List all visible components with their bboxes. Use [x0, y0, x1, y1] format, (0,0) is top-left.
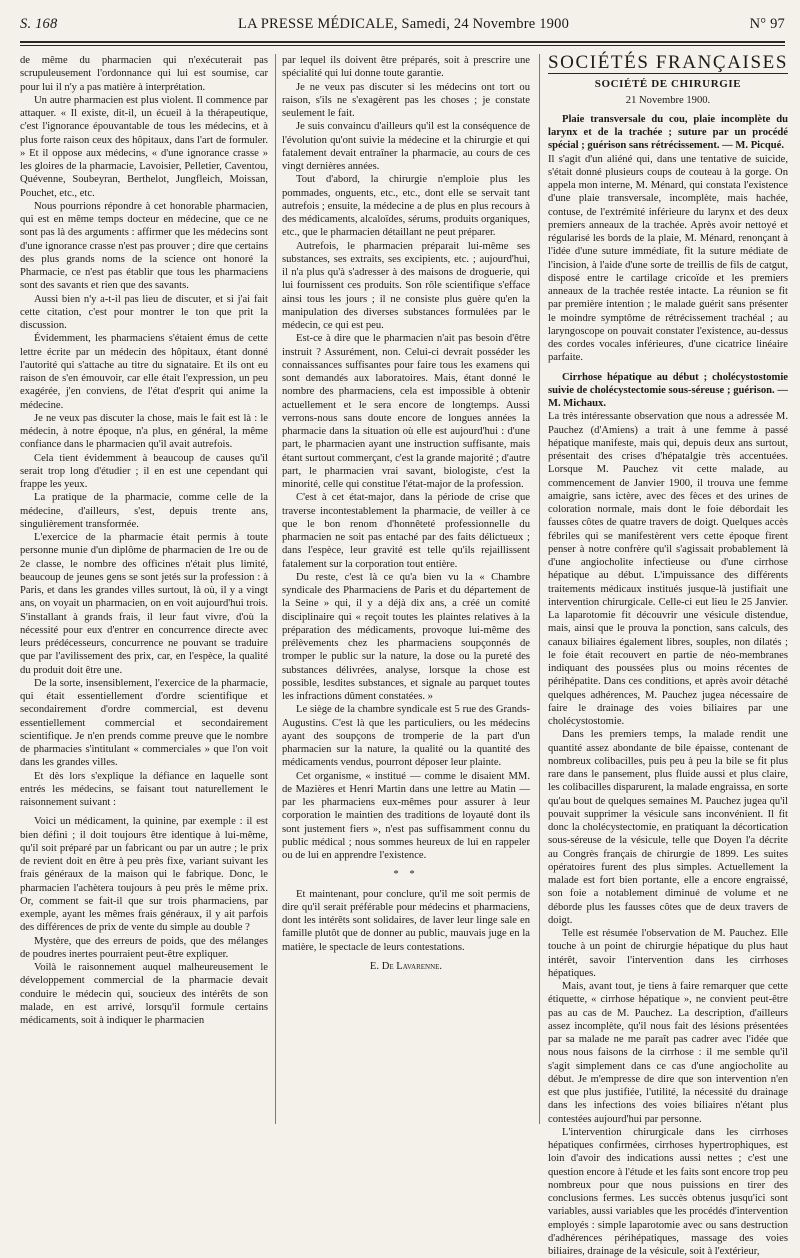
header-rule	[20, 41, 785, 43]
paragraph: Mais, avant tout, je tiens à faire remarquer que cette étiquette, « cirrhose hépatique », ne convient peut-être pas au cas de M. Pauchez. La description, d'ailleurs assez incomplète, qu'il nous fait des lésions présentées par sa malade ne me paraît pas cadrer avec l'idée que nous nous faisons de la cirrhose : il me semble qu'il s'agit simplement dans ce cas d'une angiocholite au début. Je m'empresse de dire que son intervention n'en est que plus justifiée, l'utilité, la nécessité du drainage dans les infections des voies biliaires n'étant plus contestées aujourd'hui par personne.	[548, 981, 788, 1125]
journal-title: LA PRESSE MÉDICALE, Samedi, 24 Novembre 1900	[238, 15, 570, 32]
issue-number: N° 97	[749, 15, 785, 32]
page-number: S. 168	[20, 15, 58, 32]
paragraph: de même du pharmacien qui n'exécuterait pas scrupuleusement l'ordonnance qui lui est soumise, car pour lui il n'y a pas matière à interprétation.	[20, 55, 268, 93]
paragraph: De la sorte, insensiblement, l'exercice de la pharmacie, qui était essentiellement d'ordre scientifique et secondairement d'ordre commercial, est devenu essentiellement commercial et secondairement scientifique. Je n'en prends comme preuve que le nombre de pharmacies s'intitulant « commerciales » que l'on voit dans les grandes villes.	[20, 677, 268, 769]
paragraph: Cela tient évidemment à beaucoup de causes qu'il serait trop long d'étudier ; il en est une cependant qui frappe les yeux.	[20, 452, 268, 490]
paragraph: Aussi bien n'y a-t-il pas lieu de discuter, et si j'ai fait cette citation, c'est pour montrer le ton que prit la discussion.	[20, 293, 268, 331]
paragraph: Je ne veux pas discuter la chose, mais le fait est là : le médecin, à notre époque, n'a plus, en général, la même confiance dans le pharmacien qu'il avait autrefois.	[20, 412, 268, 451]
paragraph: La pratique de la pharmacie, comme celle de la médecine, d'ailleurs, s'est, depuis trente ans, singulièrement transformée.	[20, 492, 268, 530]
society-name: SOCIÉTÉ DE CHIRURGIE	[594, 78, 742, 91]
column-divider	[275, 54, 276, 1124]
paragraph: Dans les premiers temps, la malade rendit une quantité assez abondante de bile épaisse, contenant de nombreux colibacilles, puis peu à peu la bile se fit plus rare dans le pansement, plus fluide aussi et plus claire, les colibacilles disparurent, la malade engraissa, en sorte qu'au bout de quelques semaines M. Pauchez jugea qu'il pouvait supprimer la vésicule sans inconvénient. Il fit donc la cholécystectomie, en pratiquant la décortication sous-séreuse de la vésicule, telle que Doyen l'a décrite au Congrès français de chirurgie de 1899. Les suites opératoires furent des plus simples. Actuellement la malade est fort bien portante, elle a encore engraissé, son foie a notablement diminué de volume et ne déborde plus les fausses côtes que de deux travers de doigt.	[548, 729, 788, 926]
paragraph: Tout d'abord, la chirurgie n'emploie plus les pommades, onguents, etc., etc., dont elle se servait tant autrefois ; ensuite, la médecine a de plus en plus recours à des médicaments, alcaloïdes, sérums, produits organiques, etc., que le pharmacien détaillant ne peut préparer.	[282, 174, 530, 239]
paragraph: Je ne veux pas discuter si les médecins ont tort ou raison, s'ils ne s'exagèrent pas les choses ; je constate seulement le fait.	[282, 81, 530, 119]
paragraph: Telle est résumée l'observation de M. Pauchez. Elle touche à un point de chirurgie hépatique du plus haut intérêt, savoir l'intervention dans les cirrhoses hépatiques.	[548, 928, 788, 979]
paragraph: par lequel ils doivent être préparés, soit à prescrire une spécialité qui lui donne toute garantie.	[282, 55, 530, 80]
author-signature	[282, 960, 530, 973]
section-title: SOCIÉTÉS FRANÇAISES	[548, 52, 788, 73]
paragraph: Cet organisme, « institué — comme le disaient MM. de Mazières et Henri Martin dans une lettre au Matin — par les pharmaciens eux-mêmes pour assurer à leur corporation le maintien des traditions de loyauté dont ils sont justement fiers », n'est pas suffisamment connu du public médical ; nous sommes heureux de lui en rappeler ou de lui en apprendre l'existence.	[282, 770, 530, 861]
paragraph: Un autre pharmacien est plus violent. Il commence par attaquer. « Il existe, dit-il, un écueil à la thérapeutique, c'est l'ignorance épouvantable de tous les médecins, et à plus forte raison ceux des hôpitaux, dans l'art de formuler. » Et il oppose aux médecins, « d'une ignorance crasse » les gloires de la pharmacie, Lavoisier, Pelletier, Caventou, Quévenne, Soubeyran, Berthelot, Jungfleich, Moissan, Pouchet, etc., etc.	[20, 94, 268, 199]
paragraph: Et dès lors s'explique la défiance en laquelle sont entrés les médecins, se faisant tout naturellement le raisonnement suivant :	[20, 770, 268, 808]
paragraph: Autrefois, le pharmacien préparait lui-même ses substances, ses extraits, ses excipients, etc. ; aujourd'hui, il n'a plus qu'à s'adresser à des maisons de droguerie, qui lui fournissent ces produits. Son rôle scientifique s'efface ainsi tous les jours ; il ne consiste plus guère qu'en la manipulation des diverses substances formulées par le médecin, ce qui est peu.	[282, 240, 530, 331]
case-title: Plaie transversale du cou, plaie incomplète du larynx et de la trachée ; suture par un procédé spécial ; guérison sans rétrécissement. — M. Picqué.	[548, 113, 788, 152]
paragraph: Du reste, c'est là ce qu'a bien vu la « Chambre syndicale des Pharmaciens de Paris et du département de la Seine » qui, il y a déjà dix ans, a créé un comité disciplinaire qui « reçoit toutes les plaintes relatives à la préparation des médicaments, provoque lui-même des prélèvements chez les pharmaciens soupçonnés de tromper le public sur la nature, la dose ou la pureté des substances délivrées, analyse, lorsque la chose est possible, lesdites substances, et signale au parquet toutes les infractions dûment constatées. »	[282, 571, 530, 702]
paragraph: Je suis convaincu d'ailleurs qu'il est la conséquence de l'évolution qu'ont suivie la médecine et la chirurgie et qui fatalement devait entraîner la pharmacie, au cours de ces vingt dernières années.	[282, 121, 530, 172]
newspaper-page	[20, 8, 788, 1257]
column-2	[282, 54, 530, 1124]
paragraph: Est-ce à dire que le pharmacien n'ait pas besoin d'être instruit ? Assurément, non. Celui-ci devrait posséder les connaissances suffisantes pour faire tous les examens qui sont demandés aux laboratoires. Mais, étant donné le nombre des pharmaciens, cela est impossible à obtenir actuellement et le sera encore de longtemps. Aussi verrons-nous sans doute encore de longues années la pharmacie dans la situation où elle est aujourd'hui : d'une part, le pharmacien ayant une instruction suffisante, mais étant surtout commerçant, c'est la grande majorité ; d'autre part, le pharmacien vrai savant, biologiste, c'est la minorité, celle qui constitue l'état-major de la profession.	[282, 333, 530, 490]
paragraph: Mystère, que des erreurs de poids, que des mélanges de poudres inertes pourraient peut-être expliquer.	[20, 935, 268, 960]
paragraph: Le siège de la chambre syndicale est 5 rue des Grands-Augustins. C'est là que les particuliers, ou les médecins ayant des soupçons de tromperie de la part d'un pharmacien sur la nature, la qualité ou la quantité des médicaments vendus, pourront déposer leur plainte.	[282, 704, 530, 769]
column-3	[548, 52, 788, 1257]
paragraph: Voilà le raisonnement auquel malheureusement le développement commercial de la pharmacie devait conduire le médecin qui, soucieux des intérêts de son malade, en est arrivé, lorsqu'il formule certains médicaments, soit à indiquer le pharmacien	[20, 962, 268, 1026]
section-separator: * *	[393, 869, 419, 881]
paragraph: Voici un médicament, la quinine, par exemple : il est bien défini ; il doit toujours être identique à lui-même, qu'il soit préparé par un fabricant ou par un autre ; le prix de revient doit en être à peu près fixe, variant suivant les frais généraux de la maison qui le fabrique. Donc, le pharmacien l'achètera toujours à peu près le même prix. Or, comment se fait-il que sur trois pharmaciens, par exemple, ayant les mêmes frais généraux, il y ait parfois des différences de prix de vente du simple au double ?	[20, 816, 268, 934]
page-header	[20, 8, 785, 40]
signature-text: E. De Lavarenne.	[369, 960, 443, 972]
case-title: Cirrhose hépatique au début ; cholécystostomie suivie de cholécystectomie sous-séreuse ; guérison. — M. Michaux.	[548, 371, 788, 409]
column-1	[20, 54, 268, 1124]
paragraph: La très intéressante observation que nous a adressée M. Pauchez (d'Amiens) a trait à une femme à passé hépatique manifeste, mais qui, depuis deux ans surtout, présentait des crises d'hépatalgie très accentuées. Lorsque M. Pauchez vit cette malade, au commencement de Janvier 1900, il trouva une femme amaigrie, sans ictère, avec des fèces et des urines de coloration normale, mais dont le foie débordait les fausses côtes de quatre travers de doigt. Quelques accès fébriles qui se manifestèrent vers cette époque firent penser à notre confrère qu'il s'agissait probablement là d'une angiocholite infectieuse ou d'une cirrhose hépatique au début. L'impuissance des différents traitements médicaux institués jusque-là justifiait une intervention chirurgicale. Celle-ci eut lieu le 25 Janvier. La laparotomie fit découvrir une vésicule distendue, mais, ainsi que le prouva la ponction, sans calculs, des canaux biliaires également libres, souples, non dilatés ; le foie était recouvert en partie de néo-membranes indiquant des poussées plus ou moins récentes de périhépatite. Dans ces conditions, et après avoir détaché quelques adhérences, M. Pauchez jugea nécessaire de faire le drainage des voies biliaires par une cholécystostomie.	[548, 411, 788, 727]
header-rule-thin	[20, 45, 785, 46]
paragraph: L'exercice de la pharmacie était permis à toute personne munie d'un diplôme de pharmacien de 1re ou de 2e classe, le nombre des officines n'était plus limité, beaucoup de jeunes gens se sont jetés sur la profession : à Paris, et dans les grandes villes surtout, là où, il y a vingt ans, on voyait un pharmacien, on en voit aujourd'hui trois. S'installant à grands frais, il leur faut vivre, d'où la nécessité pour eux d'entrer en concurrence directe avec leurs prédécesseurs, concurrence ne pouvant se traduire que par l'avilissement des prix, car, en l'espèce, la qualité du produit doit être une.	[20, 532, 268, 676]
paragraph: L'intervention chirurgicale dans les cirrhoses hépatiques confirmées, cirrhoses hypertrophiques, est loin d'avoir des indications aussi nettes ; c'est une question encore à l'étude et les faits sont encore trop peu nombreux pour que nous puissions en tirer des conclusions fermes. Les succès obtenus jusqu'ici sont variables, aussi variables que les procédés d'intervention employés : simple laparotomie avec ou sans destruction d'adhérences périhépatiques, massage des voies biliaires, drainage de la vésicule, soit à l'extérieur,	[548, 1126, 788, 1257]
session-date: 21 Novembre 1900.	[625, 94, 711, 106]
paragraph: Évidemment, les pharmaciens s'étaient émus de cette lettre écrite par un médecin des hôpitaux, étant donné l'autorité qui s'attache au titre du signataire. Et ils ont eu raison de s'en émouvoir, car elle était l'expression, un peu exagérée, j'en conviens, de l'état d'esprit qui anime la médecine.	[20, 333, 268, 411]
paragraph: C'est à cet état-major, dans la période de crise que traverse incontestablement la pharmacie, de veiller à ce que le bon renom d'honnêteté professionnelle du pharmacien ne soit pas entaché par des faits délictueux ; dans l'espèce, leur gravité est telle qu'ils rejaillissent fatalement sur la corporation tout entière.	[282, 492, 530, 570]
column-divider	[539, 54, 540, 1124]
paragraph: Et maintenant, pour conclure, qu'il me soit permis de dire qu'il serait préférable pour médecins et pharmaciens, dont les intérêts sont solidaires, de laver leur linge sale en famille plutôt que de donner au public, mauvais juge en la matière, le spectacle de leurs contestations.	[282, 888, 530, 953]
paragraph: Il s'agit d'un aliéné qui, dans une tentative de suicide, s'était donné plusieurs coups de couteau à la gorge. On appela mon interne, M. Ménard, qui constata l'existence d'une plaie transversale, incomplète, mais hachée, contuse, de l'extrémité inférieure du larynx et des deux premiers anneaux de la trachée. Après avoir nettoyé et régularisé les bords de la plaie, M. Ménard, renonçant à l'idée d'une suture immédiate, fit la suture médiate de l'incision, à l'aide d'une sorte de treillis de fils de catgut, disposé entre le cartilage cricoïde et les premiers anneaux de la trachée restée intacte. La réunion se fit par première intention ; le malade guérit sans présenter le moindre symptôme de rétrécissement trachéal ; au laryngoscope on pouvait constater l'existence, au-dessus des cordes vocales inférieures, d'une cicatrice linéaire parfaite.	[548, 153, 788, 364]
paragraph: Nous pourrions répondre à cet honorable pharmacien, qui est en même temps docteur en médecine, que ce ne sont pas là des arguments : affirmer que les médecins sont d'une ignorance crasse n'est pas prouver ; dire que certains des plus grands noms de la science ont honoré la Pharmacie, ce n'est pas établir que tous les pharmaciens sont des savants et rien que des savants.	[20, 200, 268, 292]
